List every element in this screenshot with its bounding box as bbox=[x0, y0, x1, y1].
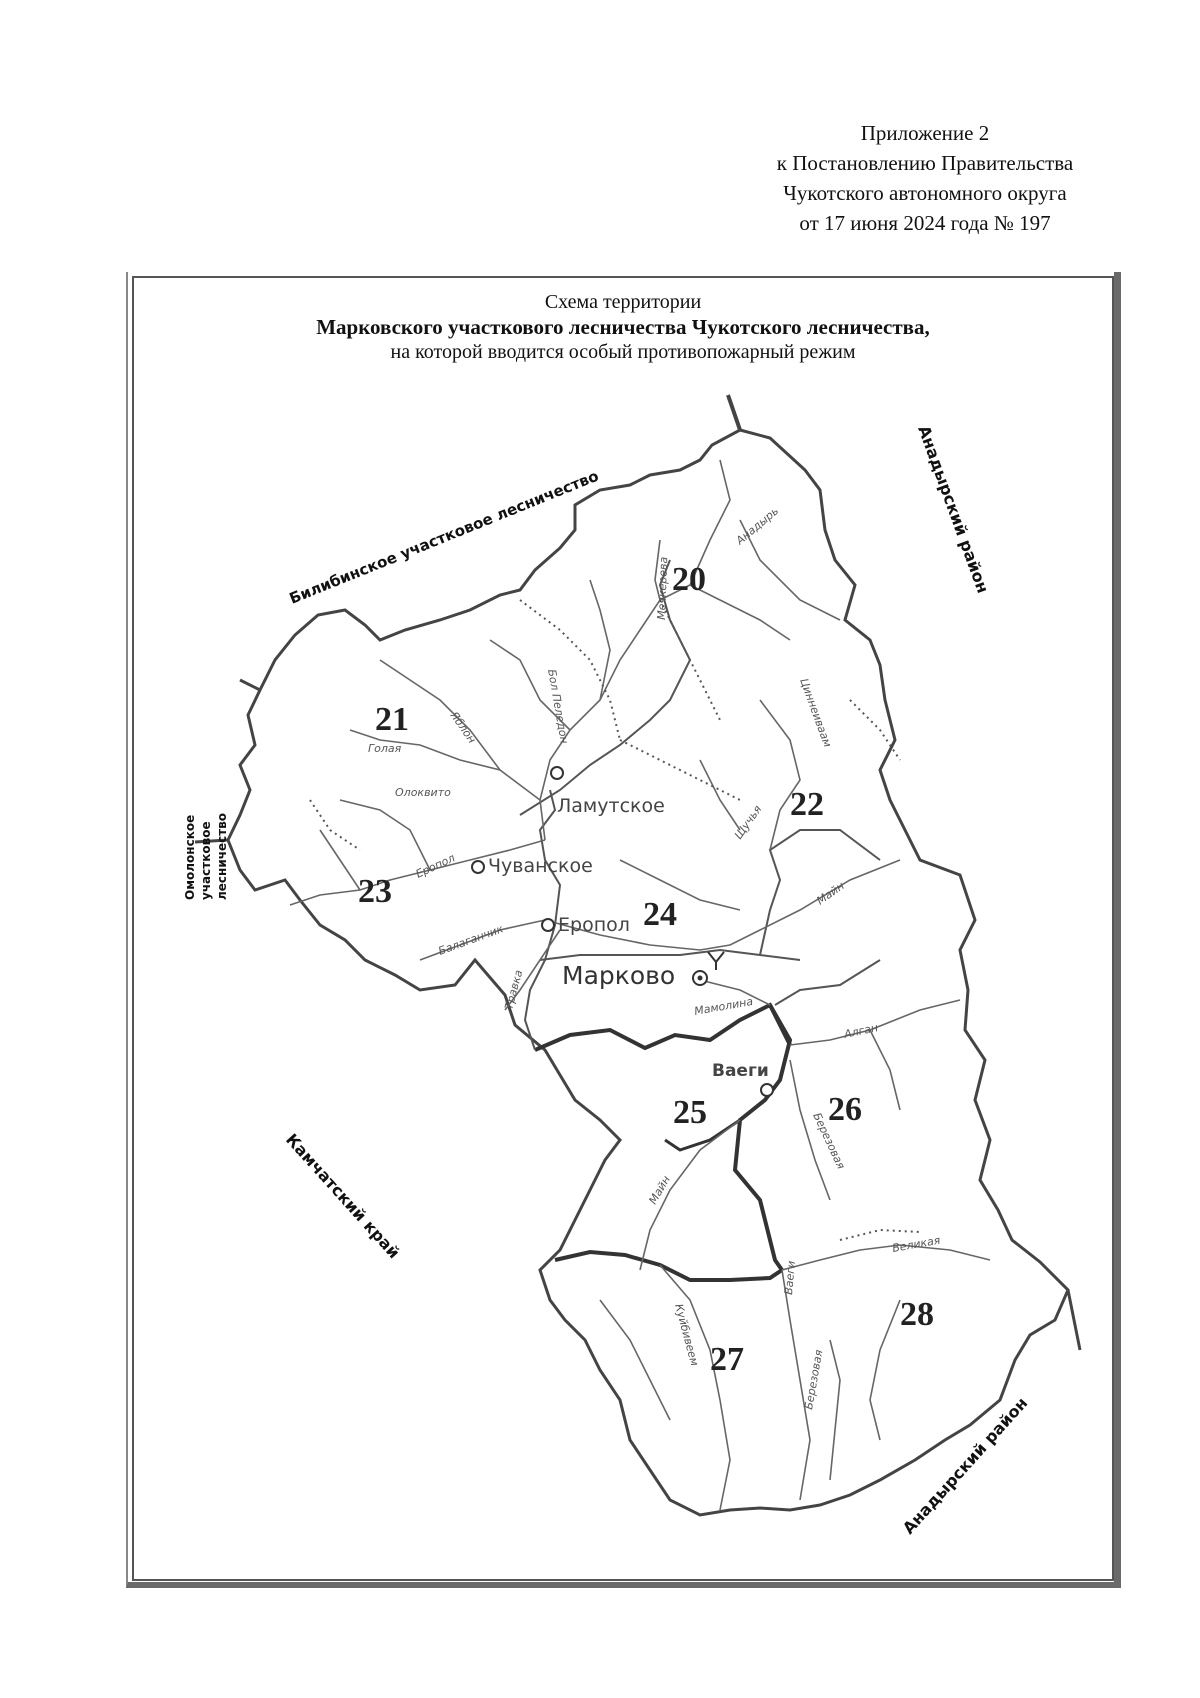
quarter-28: 28 bbox=[900, 1296, 934, 1333]
river-bereznaya-south bbox=[830, 1340, 840, 1480]
label-omolon-2: участковое bbox=[199, 821, 213, 900]
river-branch-10 bbox=[870, 1030, 900, 1110]
river-label-bereznaya-south: Березовая bbox=[802, 1348, 826, 1411]
decree-date: от 17 июня 2024 года № 197 bbox=[799, 211, 1051, 235]
river-label-bereznik: Березовая bbox=[810, 1110, 848, 1172]
settlement-marker-markovo-inner bbox=[698, 976, 703, 981]
river-label-yablon: Яблон bbox=[447, 709, 479, 746]
river-branch-8 bbox=[700, 760, 740, 830]
settlement-eropol: Еропол bbox=[558, 914, 630, 936]
river-label-tsinneveem: Циннеиваам bbox=[797, 676, 835, 749]
river-branch-11 bbox=[600, 1300, 670, 1420]
quarter-boundary-thin-5 bbox=[775, 960, 880, 1005]
quarter-24: 24 bbox=[643, 896, 677, 933]
dotted-line-2 bbox=[620, 740, 740, 800]
river-label-eropol: Еропол bbox=[413, 851, 457, 881]
label-bilibino: Билибинское участковое лесничество bbox=[286, 466, 602, 608]
appendix-number: Приложение 2 bbox=[860, 121, 990, 145]
river-label-mamolina: Мамолина bbox=[693, 994, 754, 1018]
river-branch-6 bbox=[340, 800, 430, 870]
settlement-vaegi: Ваеги bbox=[712, 1061, 769, 1081]
river-velikaya bbox=[782, 1245, 990, 1270]
west-boundary-stub-2 bbox=[240, 680, 260, 690]
map-title-line2: Марковского участкового лесничества Чукотского лесничества, bbox=[316, 315, 930, 339]
river-label-main-south: Майн bbox=[646, 1173, 673, 1207]
airport-icon bbox=[708, 952, 724, 970]
river-label-main-east: Майн bbox=[814, 879, 847, 908]
quarter-27: 27 bbox=[710, 1341, 744, 1378]
quarter-boundary-24-25 bbox=[535, 1005, 790, 1050]
quarter-22: 22 bbox=[790, 786, 824, 823]
river-labels bbox=[368, 504, 942, 1410]
river-label-shchuchya: Щучья bbox=[731, 803, 765, 842]
river-label-algan: Алган bbox=[842, 1021, 880, 1041]
river-label-velikaya: Великая bbox=[891, 1233, 942, 1255]
label-anadyr-south: Анадырский район bbox=[898, 1393, 1032, 1538]
decree-reference: к Постановлению Правительства bbox=[776, 151, 1074, 175]
settlement-marker-vaegi bbox=[761, 1084, 773, 1096]
river-label-vaegi: Ваеги bbox=[782, 1260, 798, 1296]
settlement-marker-chuvanskoe bbox=[472, 861, 484, 873]
dotted-line-4 bbox=[310, 800, 360, 850]
map-title-line1: Схема территории bbox=[544, 291, 702, 313]
label-omolon-3: лесничество bbox=[215, 812, 229, 900]
river-label-balaganchik: Балаганчик bbox=[436, 922, 505, 958]
settlement-markovo: Марково bbox=[562, 961, 676, 990]
quarter-boundary-25-26 bbox=[735, 1005, 790, 1270]
river-label-kuibiveen: Куйбивеем bbox=[672, 1302, 702, 1368]
river-label-golaya: Голая bbox=[368, 742, 402, 755]
label-kamchatka: Камчатский край bbox=[282, 1129, 404, 1263]
map-title-line3: на которой вводится особый противопожарный режим bbox=[390, 341, 856, 363]
settlement-marker-lamutskoe bbox=[551, 767, 563, 779]
quarter-26: 26 bbox=[828, 1091, 862, 1128]
settlements bbox=[472, 767, 773, 1096]
river-branch-4 bbox=[590, 580, 610, 700]
label-omolon-1: Омолонское bbox=[183, 814, 197, 900]
quarter-23: 23 bbox=[358, 873, 392, 910]
river-label-malaya: Мечкерева bbox=[655, 556, 671, 621]
quarter-20: 20 bbox=[672, 561, 706, 598]
river-label-travka: Травка bbox=[502, 968, 526, 1011]
river-tsinneveem bbox=[760, 700, 800, 850]
dotted-line-1 bbox=[520, 600, 620, 740]
settlement-lamutskoe: Ламутское bbox=[557, 795, 665, 817]
river-branch-7 bbox=[320, 830, 360, 890]
east-boundary-stub bbox=[1068, 1290, 1080, 1350]
settlement-marker-eropol bbox=[542, 919, 554, 931]
quarter-25: 25 bbox=[673, 1094, 707, 1131]
region-name: Чукотского автономного округа bbox=[783, 181, 1067, 205]
river-branch-9 bbox=[620, 860, 740, 910]
north-boundary-stub bbox=[728, 395, 740, 430]
river-label-belaya: Бол Пеледон bbox=[545, 668, 571, 745]
river-branch-12 bbox=[870, 1300, 900, 1440]
river-label-anadyr: Анадырь bbox=[733, 504, 782, 548]
river-label-oloyvito: Олоквито bbox=[395, 786, 451, 799]
label-anadyr-north: Анадырский район bbox=[914, 422, 993, 596]
river-kuibiveen bbox=[660, 1265, 730, 1510]
settlement-chuvanskoe: Чуванское bbox=[488, 855, 593, 877]
quarter-21: 21 bbox=[375, 701, 409, 738]
